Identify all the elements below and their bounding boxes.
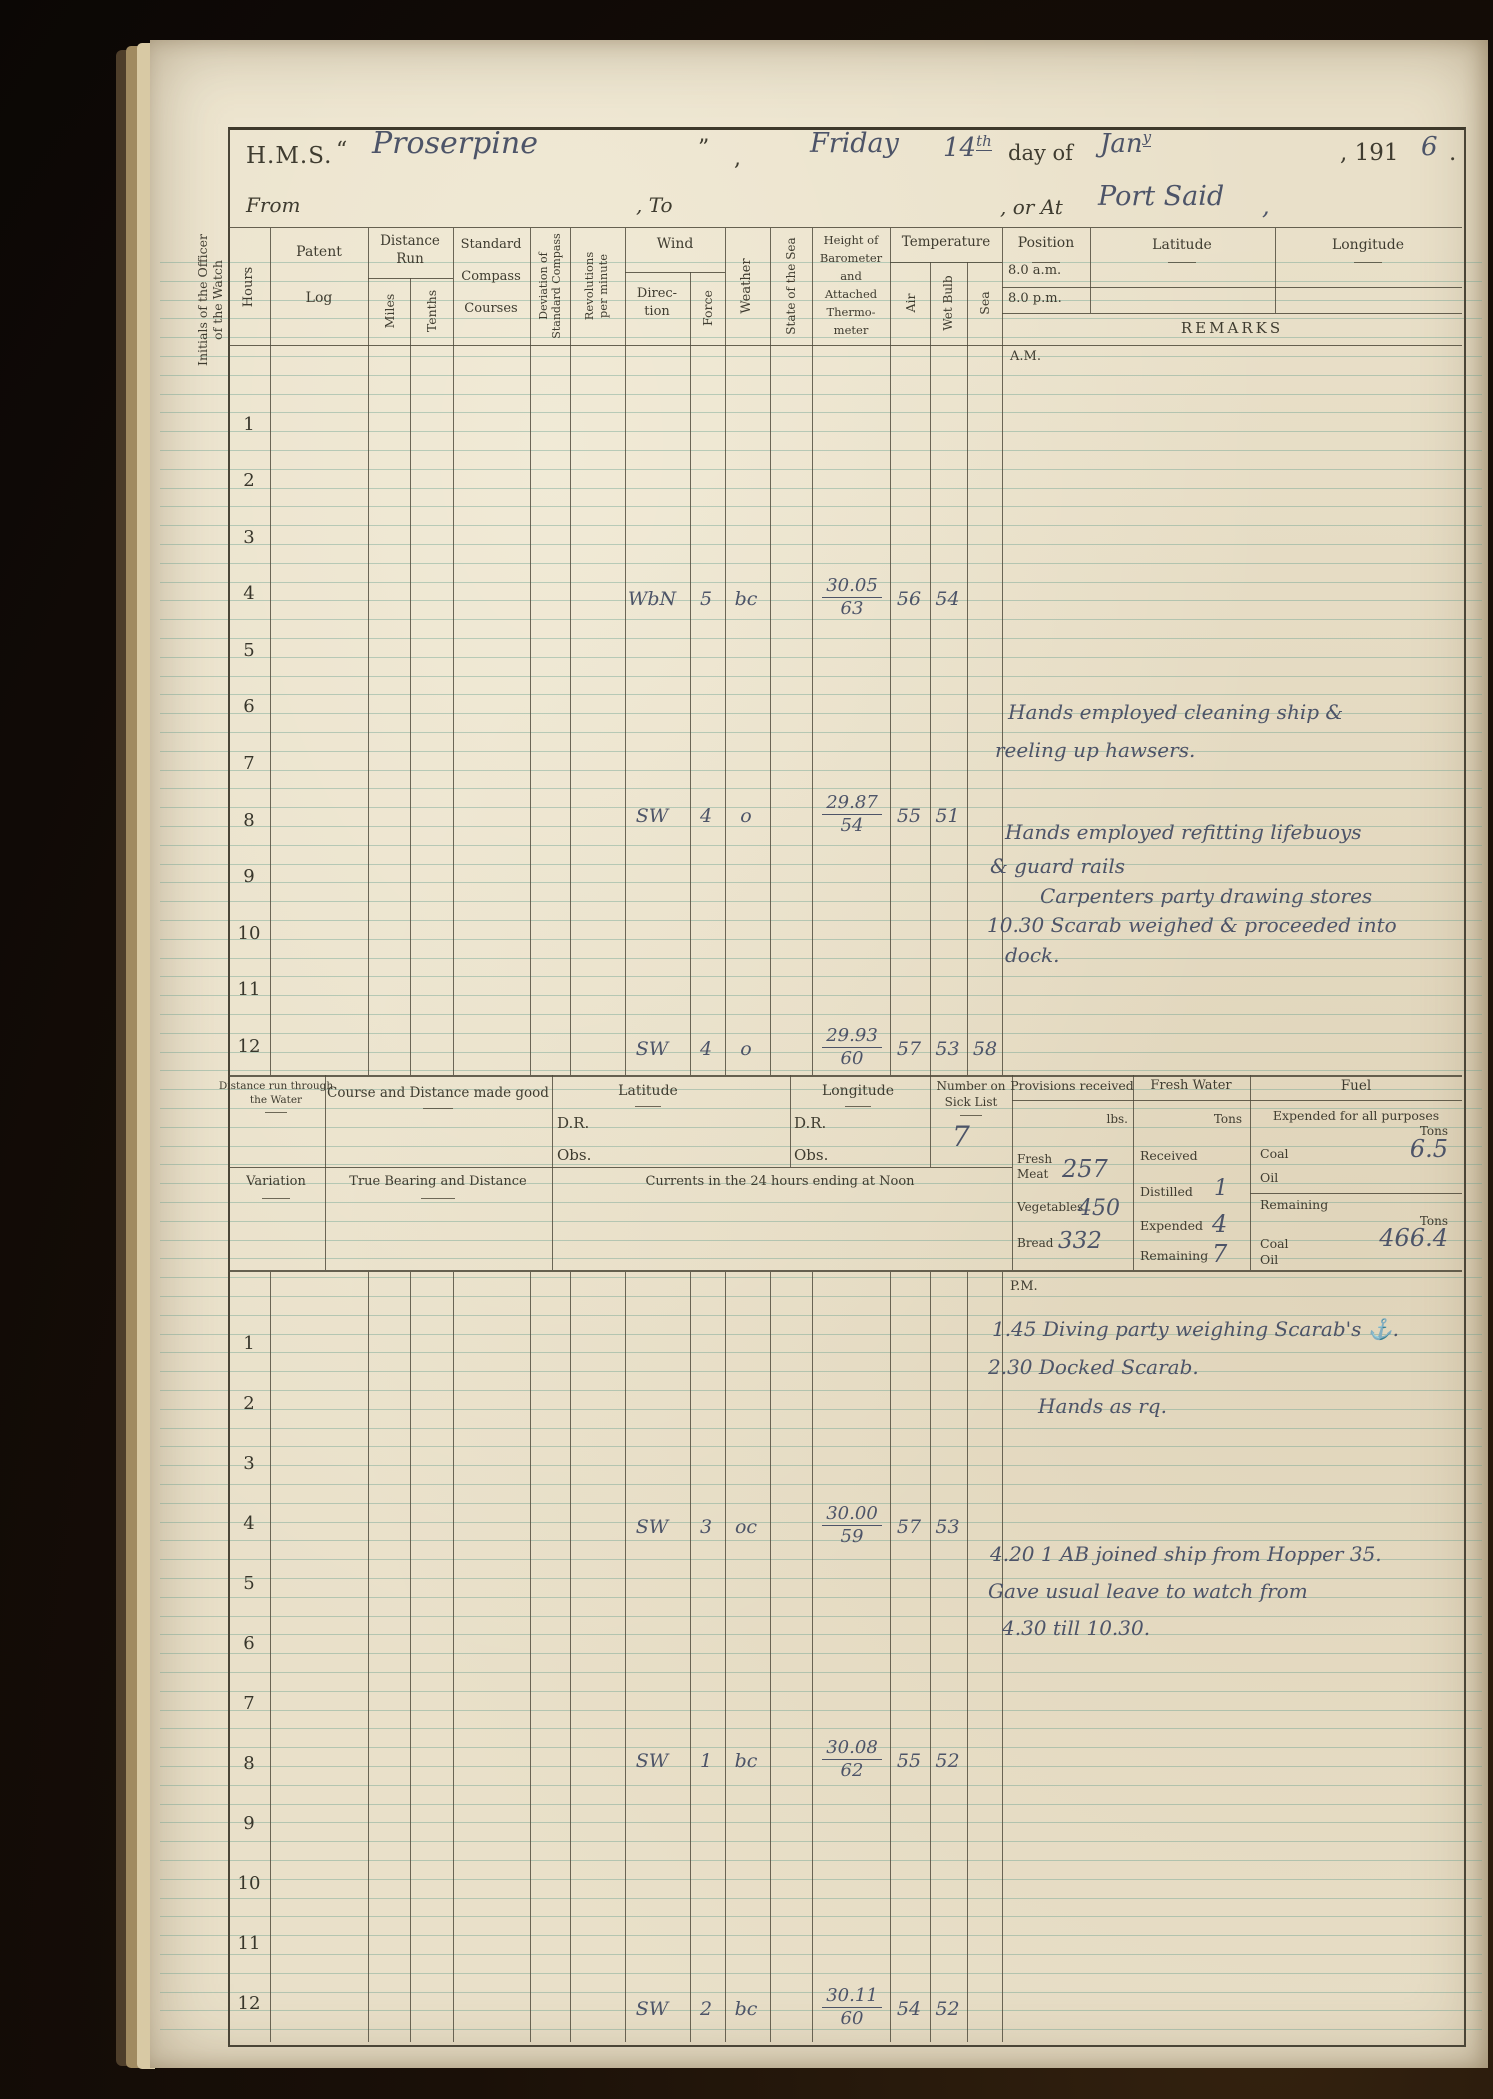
hour-label-pm: 9 <box>243 1813 255 1834</box>
noon-sick-list-2: Sick List <box>944 1095 998 1109</box>
provisions-unit: lbs. <box>1106 1112 1128 1126</box>
grid-column-line <box>453 1272 454 2042</box>
fuel-unit: Tons <box>1419 1214 1448 1228</box>
noon-distance-water-1: Distance run through <box>218 1080 334 1092</box>
hour-label-pm: 4 <box>243 1513 255 1534</box>
grid-row-line <box>368 278 453 279</box>
noon-sick-count-handwritten: 7 <box>952 1120 970 1153</box>
remark-line: Hands as rq. <box>1038 1394 1167 1418</box>
col-header-direction-1: Direc- <box>636 286 678 301</box>
grid-column-line <box>790 1075 791 1167</box>
header-underline-dash <box>635 1106 661 1107</box>
provisions-row-label: Vegetables <box>1017 1200 1084 1214</box>
entry-weather: bc <box>734 588 758 610</box>
hour-label-am: 1 <box>243 414 255 435</box>
col-header-state-of-sea: State of the Sea <box>783 237 798 335</box>
entry-temp-air: 57 <box>896 1516 922 1538</box>
grid-column-line <box>1002 1272 1003 2042</box>
remark-line: reeling up hawsers. <box>995 738 1196 762</box>
col-header-hours: Hours <box>241 266 257 308</box>
noon-true-bearing: True Bearing and Distance <box>349 1174 527 1189</box>
entry-weather: bc <box>734 1998 758 2020</box>
provisions-row-label: Bread <box>1017 1236 1054 1250</box>
hour-label-am: 2 <box>243 470 255 491</box>
hour-label-am: 3 <box>243 527 255 548</box>
grid-column-line <box>530 1272 531 2042</box>
grid-row-line <box>890 262 1002 263</box>
grid-column-line <box>625 1272 626 2042</box>
entry-barometer: $\frac{29.87}{54}$ <box>814 792 890 836</box>
remark-line: Hands employed cleaning ship & <box>1008 700 1344 724</box>
entry-temp-air: 55 <box>896 805 922 827</box>
remark-line: & guard rails <box>990 854 1126 878</box>
hour-label-pm: 5 <box>243 1573 255 1594</box>
grid-row-line <box>228 1075 1462 1077</box>
remark-line: dock. <box>1005 943 1060 967</box>
fresh-water-row-value: 7 <box>1212 1240 1228 1268</box>
grid-row-line <box>228 345 1462 346</box>
entry-temp-wet: 53 <box>935 1038 960 1060</box>
header-underline-dash <box>1168 262 1196 263</box>
entry-temp-air: 56 <box>896 588 922 610</box>
grid-column-line <box>967 1272 968 2042</box>
hour-label-am: 4 <box>243 583 255 604</box>
col-header-compass: Compass <box>461 269 521 284</box>
fresh-water-row-value: 1 <box>1214 1176 1228 1201</box>
hour-label-am: 6 <box>243 696 255 717</box>
grid-column-line <box>930 1075 931 1167</box>
grid-column-line <box>368 1272 369 2042</box>
fresh-water-row-label: Received <box>1140 1148 1198 1163</box>
noon-distance-water-2: the Water <box>249 1094 303 1106</box>
entry-temp-wet: 52 <box>935 1750 960 1772</box>
grid-column-line <box>770 1272 771 2042</box>
remark-line: 4.30 till 10.30. <box>1002 1616 1151 1640</box>
entry-temp-wet: 52 <box>935 1998 960 2020</box>
fresh-water-row-label: Expended <box>1140 1218 1204 1233</box>
hour-label-pm: 2 <box>243 1393 255 1414</box>
col-header-position: Position <box>1017 235 1075 251</box>
entry-temp-wet: 53 <box>935 1516 960 1538</box>
col-header-temperature: Temperature <box>901 234 991 250</box>
entry-barometer: $\frac{30.08}{62}$ <box>814 1737 890 1781</box>
col-header-latitude: Latitude <box>1152 237 1212 253</box>
entry-wind-direction: WbN <box>627 588 677 610</box>
entry-wind-direction: SW <box>635 1750 669 1772</box>
grid-row-line <box>228 227 1462 228</box>
grid-column-line <box>270 228 271 1075</box>
or-at-label: , or At <box>1000 195 1063 219</box>
trailing-comma-handwritten: , <box>1262 192 1270 220</box>
fuel-row-value: 466.4 <box>1379 1224 1448 1252</box>
year-printed: , 191 <box>1340 140 1399 166</box>
entry-wind-direction: SW <box>635 1516 669 1538</box>
hour-label-am: 9 <box>243 866 255 887</box>
provisions-row-value: 332 <box>1058 1228 1102 1254</box>
header-underline-dash <box>423 1108 453 1109</box>
grid-column-line <box>625 228 626 1075</box>
col-header-barometer-2: Barometer <box>819 251 883 265</box>
noon-lat-obs: Obs. <box>557 1146 592 1164</box>
entry-temp-sea: 58 <box>972 1038 998 1060</box>
entry-barometer: $\frac{29.93}{60}$ <box>814 1025 890 1069</box>
hour-label-am: 5 <box>243 640 255 661</box>
hour-label-am: 10 <box>237 923 261 944</box>
grid-column-line <box>410 1272 411 2042</box>
col-header-distance: Distance <box>380 233 440 249</box>
ship-name-handwritten: Proserpine <box>372 126 538 161</box>
grid-column-line <box>690 272 691 1075</box>
col-header-barometer-5: Thermo- <box>826 305 876 319</box>
col-header-force: Force <box>699 290 715 326</box>
hour-label-pm: 3 <box>243 1453 255 1474</box>
hour-label-pm: 11 <box>237 1933 261 1954</box>
close-quote: ” <box>698 136 710 161</box>
grid-column-line <box>770 228 771 1075</box>
entry-wind-force: 4 <box>699 1038 713 1060</box>
grid-column-line <box>890 228 891 1075</box>
entry-wind-force: 2 <box>699 1998 713 2020</box>
header-underline-dash <box>262 1198 290 1199</box>
grid-column-line <box>812 1272 813 2042</box>
col-header-barometer-6: meter <box>833 323 869 337</box>
noon-long-dr: D.R. <box>794 1114 827 1132</box>
grid-column-line <box>270 1272 271 2042</box>
remark-line: Gave usual leave to watch from <box>988 1579 1308 1603</box>
noon-currents: Currents in the 24 hours ending at Noon <box>645 1174 915 1189</box>
entry-temp-wet: 54 <box>935 588 960 610</box>
entry-wind-force: 5 <box>699 588 713 610</box>
fresh-water-row-label: Distilled <box>1140 1184 1193 1199</box>
entry-wind-force: 3 <box>699 1516 713 1538</box>
hour-label-pm: 8 <box>243 1753 255 1774</box>
entry-weather: o <box>740 805 752 827</box>
col-header-wind: Wind <box>656 236 694 252</box>
col-header-revolutions: Revolutions per minute <box>582 251 610 321</box>
grid-row-line <box>228 1167 1012 1168</box>
entry-wind-force: 4 <box>699 805 713 827</box>
entry-weather: oc <box>734 1516 758 1538</box>
from-label: From <box>246 193 301 217</box>
noon-lat-dr: D.R. <box>557 1114 590 1132</box>
fresh-water-row-label: Remaining <box>1140 1248 1209 1263</box>
grid-column-line <box>930 262 931 1075</box>
entry-barometer: $\frac{30.11}{60}$ <box>814 1985 890 2029</box>
hour-label-am: 7 <box>243 753 255 774</box>
grid-column-line <box>530 228 531 1075</box>
entry-barometer: $\frac{30.05}{63}$ <box>814 575 890 619</box>
header-underline-dash <box>845 1106 871 1107</box>
remark-line: 10.30 Scarab weighed & proceeded into <box>987 913 1397 937</box>
col-header-sea: Sea <box>976 291 992 315</box>
col-header-courses: Courses <box>464 301 518 316</box>
grid-column-line <box>812 228 813 1075</box>
open-quote: “ <box>336 138 348 163</box>
noon-course-distance: Course and Distance made good <box>327 1085 549 1101</box>
remarks-header: REMARKS <box>1180 319 1284 337</box>
position-8pm-label: 8.0 p.m. <box>1008 291 1062 306</box>
to-label: , To <box>636 193 673 217</box>
grid-row-line <box>1012 1100 1133 1101</box>
entry-temp-air: 54 <box>896 1998 922 2020</box>
weekday-handwritten: Friday <box>810 128 899 159</box>
fuel-row-label: Oil <box>1260 1170 1279 1185</box>
grid-column-line <box>690 1272 691 2042</box>
remark-line: 1.45 Diving party weighing Scarab's ⚓. <box>992 1317 1400 1341</box>
at-place-handwritten: Port Said <box>1098 181 1225 212</box>
position-8am-label: 8.0 a.m. <box>1008 263 1062 278</box>
fuel-remaining-title: Remaining <box>1260 1197 1329 1212</box>
hour-label-am: 8 <box>243 810 255 831</box>
grid-row-line <box>228 1270 1462 1272</box>
col-header-barometer-4: Attached <box>824 287 878 301</box>
day-of-label: day of <box>1008 141 1073 165</box>
grid-column-line <box>410 278 411 1075</box>
hour-label-am: 11 <box>237 979 261 1000</box>
col-header-run: Run <box>396 251 424 267</box>
grid-column-line <box>725 1272 726 2042</box>
fuel-row-label: Coal <box>1260 1146 1289 1161</box>
grid-column-line <box>1012 1075 1013 1270</box>
grid-row-line <box>1250 1100 1462 1101</box>
noon-sick-list-1: Number on <box>936 1079 1006 1093</box>
entry-barometer: $\frac{30.00}{59}$ <box>814 1503 890 1547</box>
col-header-weather: Weather <box>739 258 755 314</box>
fresh-water-title: Fresh Water <box>1150 1078 1232 1093</box>
fuel-unit: Tons <box>1419 1124 1448 1138</box>
pm-section-label: P.M. <box>1010 1279 1038 1294</box>
grid-column-line <box>1133 1075 1134 1270</box>
ship-prefix: H.M.S. <box>246 143 333 169</box>
grid-column-line <box>1250 1075 1251 1270</box>
hour-label-pm: 6 <box>243 1633 255 1654</box>
grid-column-line <box>930 1272 931 2042</box>
fresh-water-unit: Tons <box>1213 1112 1242 1126</box>
year-digit-handwritten: 6 <box>1421 132 1438 162</box>
entry-wind-direction: SW <box>635 805 669 827</box>
grid-row-line <box>1002 287 1462 288</box>
hour-label-pm: 1 <box>243 1333 255 1354</box>
hour-label-pm: 12 <box>237 1993 261 2014</box>
entry-temp-wet: 51 <box>935 805 960 827</box>
noon-long-obs: Obs. <box>794 1146 829 1164</box>
grid-column-line <box>890 1272 891 2042</box>
grid-column-line <box>570 1272 571 2042</box>
fuel-row-value: 6.5 <box>1409 1135 1448 1163</box>
entry-wind-force: 1 <box>699 1750 713 1772</box>
remark-line: 4.20 1 AB joined ship from Hopper 35. <box>990 1542 1382 1566</box>
provisions-row-value: 450 <box>1078 1196 1120 1221</box>
entry-weather: bc <box>734 1750 758 1772</box>
hour-label-am: 12 <box>237 1036 261 1057</box>
grid-row-line <box>1250 1193 1462 1194</box>
grid-column-line <box>1002 228 1003 1075</box>
entry-wind-direction: SW <box>635 1038 669 1060</box>
col-header-log: Log <box>305 290 333 306</box>
noon-latitude-header: Latitude <box>618 1083 678 1099</box>
col-header-wet-bulb: Wet Bulb <box>940 275 955 331</box>
hour-label-pm: 7 <box>243 1693 255 1714</box>
grid-column-line <box>325 1075 326 1270</box>
entry-weather: o <box>740 1038 752 1060</box>
col-header-tenths: Tenths <box>423 289 439 333</box>
am-section-label: A.M. <box>1010 349 1041 364</box>
grid-column-line <box>1090 228 1091 313</box>
col-header-miles: Miles <box>381 293 397 329</box>
col-header-barometer-3: and <box>840 269 862 283</box>
day-handwritten: 14th <box>943 132 992 163</box>
fuel-row-label: Oil <box>1260 1252 1279 1267</box>
grid-row-line <box>1002 313 1462 314</box>
provisions-title: Provisions received <box>1010 1078 1134 1093</box>
grid-column-line <box>453 228 454 1075</box>
grid-column-line <box>368 228 369 1075</box>
noon-longitude-header: Longitude <box>821 1083 895 1099</box>
side-label-initials-of-officer: Initials of the Officer of the Watch <box>195 234 225 366</box>
entry-temp-air: 55 <box>896 1750 922 1772</box>
remark-line: Hands employed refitting lifebuoys <box>1005 820 1362 844</box>
col-header-patent: Patent <box>296 244 342 260</box>
provisions-row-label: Fresh Meat <box>1017 1152 1053 1181</box>
col-header-barometer-1: Height of <box>823 233 879 247</box>
entry-temp-air: 57 <box>896 1038 922 1060</box>
comma: , <box>734 146 741 171</box>
col-header-standard: Standard <box>460 237 522 252</box>
header-underline-dash <box>1354 262 1382 263</box>
year-period: . <box>1449 140 1457 166</box>
provisions-row-value: 257 <box>1062 1155 1108 1183</box>
grid-row-line <box>1133 1100 1250 1101</box>
col-header-air: Air <box>902 293 918 313</box>
grid-column-line <box>570 228 571 1075</box>
fuel-row-label: Coal <box>1260 1236 1289 1251</box>
month-handwritten: Jan$^y$ <box>1100 128 1152 159</box>
header-underline-dash <box>265 1112 287 1113</box>
header-underline-dash <box>960 1115 982 1116</box>
grid-column-line <box>1275 228 1276 313</box>
hour-label-pm: 10 <box>237 1873 261 1894</box>
grid-column-line <box>967 262 968 1075</box>
header-underline-dash <box>421 1198 455 1199</box>
grid-column-line <box>552 1075 553 1270</box>
col-header-direction-2: tion <box>644 304 670 319</box>
col-header-deviation: Deviation of Standard Compass <box>536 233 563 339</box>
noon-variation: Variation <box>246 1174 306 1189</box>
col-header-longitude: Longitude <box>1331 237 1405 253</box>
remark-line: 2.30 Docked Scarab. <box>988 1355 1199 1379</box>
entry-wind-direction: SW <box>635 1998 669 2020</box>
fuel-title: Fuel <box>1340 1078 1372 1094</box>
fuel-expended-title: Expended for all purposes <box>1272 1108 1440 1123</box>
grid-column-line <box>725 228 726 1075</box>
remark-line: Carpenters party drawing stores <box>1040 884 1373 908</box>
grid-row-line <box>625 272 725 273</box>
fresh-water-row-value: 4 <box>1212 1210 1228 1238</box>
